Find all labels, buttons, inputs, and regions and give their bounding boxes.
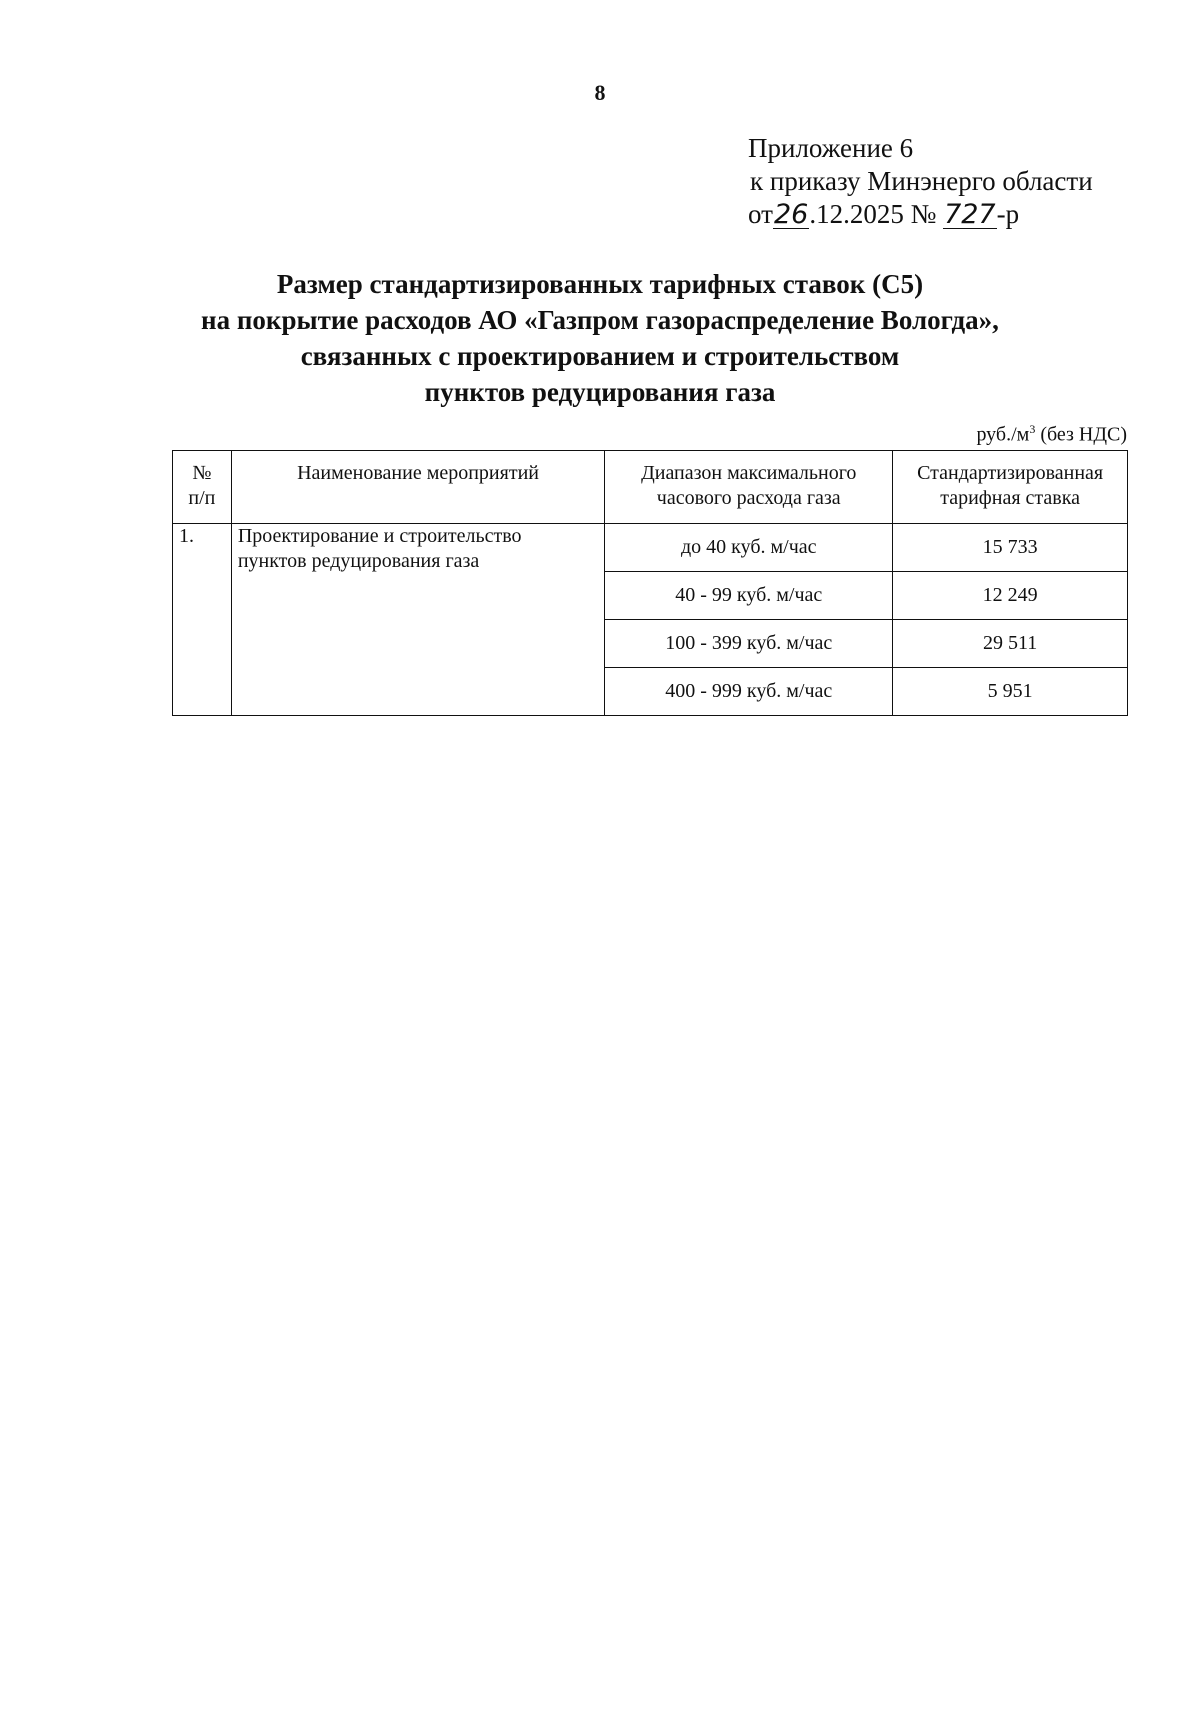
header-rate-line-1: Стандартизированная bbox=[917, 462, 1104, 484]
tariff-table bbox=[172, 450, 1128, 716]
header-range-line-1: Диапазон максимального bbox=[641, 462, 857, 484]
header-name-text: Наименование мероприятий bbox=[297, 462, 539, 484]
range-cell: до 40 куб. м/час bbox=[605, 524, 893, 572]
units-prefix: руб./м bbox=[976, 423, 1030, 446]
rate-cell: 29 511 bbox=[893, 620, 1128, 668]
title-line-1: Размер стандартизированных тарифных ставок (С5) bbox=[276, 269, 924, 299]
row-name-line-2: пунктов редуцирования газа bbox=[237, 550, 480, 572]
page-number: 8 bbox=[594, 80, 606, 105]
order-day-handwritten: 26 bbox=[773, 199, 809, 230]
order-date-rest: .12.2025 № bbox=[809, 199, 937, 229]
order-prefix: от bbox=[748, 199, 773, 229]
appendix-title: Приложение 6 bbox=[748, 133, 914, 163]
rate-cell: 12 249 bbox=[893, 572, 1128, 620]
order-suffix: -р bbox=[996, 199, 1020, 229]
header-rate-line-2: тарифная ставка bbox=[940, 487, 1080, 509]
appendix-order-date bbox=[748, 198, 1093, 231]
rate-cell: 5 951 bbox=[893, 668, 1128, 716]
order-number-handwritten: 727 bbox=[944, 199, 996, 230]
table-header-row bbox=[173, 451, 1128, 524]
title-line-2: на покрытие расходов АО «Газпром газораспределение Вологда», bbox=[201, 305, 999, 335]
header-num bbox=[173, 451, 232, 524]
header-rate bbox=[893, 451, 1128, 524]
row-name bbox=[231, 524, 604, 716]
document-title bbox=[0, 266, 1200, 410]
range-cell: 400 - 999 куб. м/час bbox=[605, 668, 893, 716]
header-num-line-1: № bbox=[192, 462, 212, 484]
header-num-line-2: п/п bbox=[188, 487, 216, 509]
range-cell: 100 - 399 куб. м/час bbox=[605, 620, 893, 668]
appendix-block bbox=[748, 132, 1093, 231]
units-superscript: 3 bbox=[1029, 422, 1036, 436]
row-num: 1. bbox=[173, 524, 232, 716]
units-label bbox=[976, 422, 1127, 447]
table-row bbox=[173, 524, 1128, 572]
rate-cell: 15 733 bbox=[893, 524, 1128, 572]
row-name-line-1: Проектирование и строительство bbox=[237, 525, 522, 547]
title-line-3: связанных с проектированием и строительством bbox=[300, 341, 900, 371]
title-line-4: пунктов редуцирования газа bbox=[424, 377, 776, 407]
appendix-order-ref: к приказу Минэнерго области bbox=[750, 166, 1093, 196]
header-name bbox=[231, 451, 604, 524]
units-suffix: (без НДС) bbox=[1035, 423, 1127, 446]
header-range bbox=[605, 451, 893, 524]
range-cell: 40 - 99 куб. м/час bbox=[605, 572, 893, 620]
header-range-line-2: часового расхода газа bbox=[656, 487, 841, 509]
